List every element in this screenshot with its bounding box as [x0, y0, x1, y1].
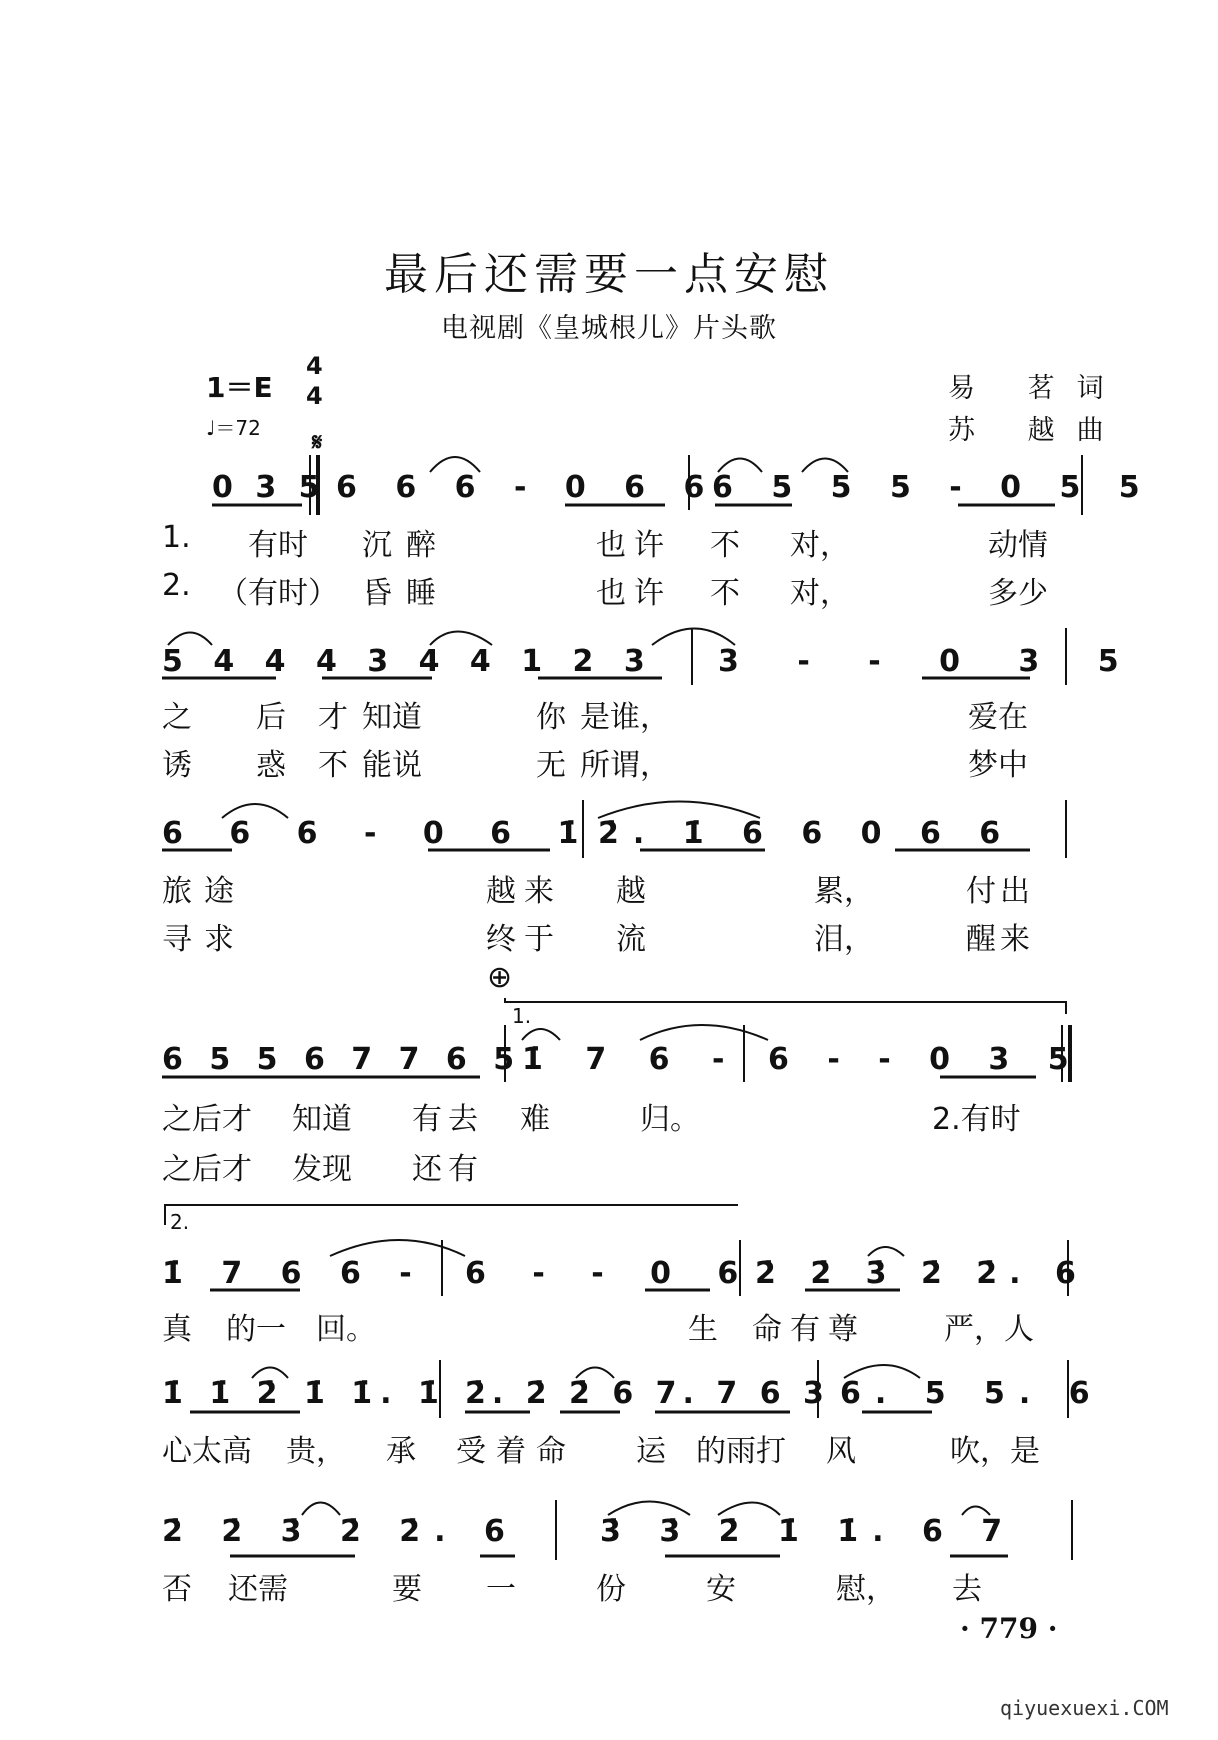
notes-row-5-measure-3: 2̇ 2̇ 3̇ 2̇ 2̇. 6 — [755, 1256, 1088, 1291]
tie — [652, 629, 735, 646]
lyric-r3-v2-4: 醒来 — [966, 922, 1034, 957]
lyric-r4-v1-0: 之后才 — [162, 1102, 252, 1137]
lyric-r1-v1-0: 1. — [162, 520, 191, 555]
volta-bracket-1 — [505, 998, 1066, 1014]
lyric-r5-4: 命有尊 — [752, 1312, 866, 1347]
lyric-r7-6: 慰， — [836, 1572, 896, 1607]
lyric-r2-v1-3: 知道 — [362, 700, 422, 735]
lyric-r6-0: 心太高 — [162, 1434, 252, 1469]
lyric-r4-v2-0: 之后才 — [162, 1152, 252, 1187]
notes-row-6-measure-1: 1̇ 1̇ 2̇ 1̇ 1̇. 1̇ — [162, 1376, 447, 1411]
lyric-r2-v1-5: 是谁， — [580, 700, 670, 735]
lyric-r3-v2-1: 终于 — [486, 922, 562, 957]
lyric-r7-1: 还需 — [228, 1572, 288, 1607]
lyric-r2-v2-4: 无 — [536, 748, 566, 783]
lyric-r6-5: 的雨打 — [696, 1434, 786, 1469]
tie — [522, 1029, 560, 1040]
song-title: 最后还需要一点安慰 — [384, 249, 834, 300]
page-number: · 779 · — [960, 1612, 1058, 1645]
song-subtitle: 电视剧《皇城根儿》片头歌 — [441, 313, 777, 344]
lyric-r1-v1-6: 动情 — [988, 528, 1048, 563]
lyric-r7-0: 否 — [162, 1572, 192, 1607]
time-signature-top: 4 — [306, 352, 323, 380]
tie — [868, 1247, 904, 1256]
lyric-r2-v2-0: 诱 — [162, 748, 192, 783]
notes-row-5-measure-2: 6 - - 0 6 — [465, 1256, 757, 1291]
watermark: qiyuexuexi.COM — [1000, 1696, 1169, 1720]
lyric-r2-v2-1: 惑 — [256, 748, 286, 783]
volta-2-label: 2. — [170, 1210, 190, 1234]
lyric-r1-v2-3: 也许 — [596, 576, 672, 611]
notes-row-2-measure-2: 3 - - 0 3 5 — [718, 644, 1143, 679]
notes-row-7-measure-2: 3̇ 3̇ 2̇ 1̇ 1̇. 6 7 — [600, 1514, 1017, 1549]
notes-row-1-measure-1: 6 6 6 - 0 6 6 — [336, 470, 719, 505]
notes-row-7-measure-1: 2̇ 2̇ 3̇ 2̇ 2̇. 6 — [162, 1514, 519, 1549]
notes-row-6-measure-2: 2̇. 2̇ 2̇ 6 7. 7 6 3 — [465, 1376, 830, 1411]
tie — [640, 1025, 768, 1040]
lyric-r2-v2-3: 能说 — [362, 748, 422, 783]
lyric-r7-3: 一 — [486, 1572, 516, 1607]
lyric-r1-v2-2: 昏睡 — [362, 576, 450, 611]
segno-sign: 𝄋 — [312, 428, 323, 456]
lyric-r3-v1-4: 付出 — [966, 874, 1034, 909]
time-signature-bottom: 4 — [306, 382, 323, 410]
notes-row-6-measure-3: 6. 5 5. 6 — [840, 1376, 1104, 1411]
lyric-r5-5: 严，人 — [944, 1312, 1034, 1347]
lyric-r3-v1-3: 累， — [814, 874, 874, 909]
notes-row-2-measure-1: 5 4 4 4 3 4 4 1 2 3 — [162, 644, 655, 679]
lyric-r4-v1-2: 有去 — [412, 1102, 484, 1137]
lyric-r1-v1-2: 沉醉 — [362, 528, 450, 563]
tempo-marking: ♩＝72 — [206, 416, 261, 440]
lyric-r6-7: 吹，是 — [950, 1434, 1040, 1469]
notes-row-3-measure-2: 2̇. 1̇ 6 6 0 6 6 — [598, 816, 1015, 851]
lyric-r5-3: 生 — [688, 1312, 718, 1347]
lyric-r2-v2-2: 不 — [318, 748, 348, 783]
lyric-r6-4: 运 — [636, 1434, 666, 1469]
notes-row-4-measure-1: 6 5 5 6 7 7 6 5 — [162, 1042, 523, 1077]
lyric-r2-v1-0: 之 — [162, 700, 192, 735]
lyric-r3-v2-0: 寻求 — [162, 922, 246, 957]
lyric-r7-7: 去 — [952, 1572, 982, 1607]
lyric-r3-v1-2: 越 — [616, 874, 646, 909]
lyric-r6-2: 承 — [386, 1434, 416, 1469]
lyric-r4-v2-1: 发现 — [292, 1152, 352, 1187]
volta-1-label: 1. — [512, 1004, 532, 1028]
lyric-r2-v1-6: 爱在 — [968, 700, 1028, 735]
lyric-r2-v2-6: 梦中 — [968, 748, 1028, 783]
key-signature: 1＝E — [206, 371, 273, 404]
lyric-r4-v1-4: 归。 — [640, 1102, 700, 1137]
coda-sign: ⊕ — [487, 960, 513, 995]
lyric-r4-v1-1: 知道 — [292, 1102, 352, 1137]
lyric-r5-0: 真 — [162, 1312, 192, 1347]
lyric-r2-v2-5: 所谓， — [580, 748, 670, 783]
lyric-r1-v1-4: 不 — [710, 528, 740, 563]
lyric-r4-v2-2: 还有 — [412, 1152, 484, 1187]
lyric-r5-1: 的一 — [226, 1312, 286, 1347]
volta-bracket-2 — [165, 1205, 738, 1225]
notes-row-5-measure-1: 1̇ 7 6 6 - — [162, 1256, 426, 1291]
lyricist-credit: 易 茗词 — [948, 373, 1126, 404]
notes-row-3-measure-1: 6 6 6 - 0 6 1̇ — [162, 816, 597, 851]
lyric-r4-v1-5: 2.有时 — [932, 1102, 1021, 1137]
tie — [330, 1240, 465, 1256]
notes-row-1-pickup: 0 3 5 — [212, 470, 326, 505]
lyric-r3-v2-3: 泪， — [814, 922, 874, 957]
lyric-r1-v1-5: 对， — [790, 528, 850, 563]
lyric-r1-v2-5: 对， — [790, 576, 850, 611]
lyric-r1-v2-1: （有时） — [218, 576, 338, 611]
lyric-r1-v2-0: 2. — [162, 568, 191, 603]
lyric-r1-v1-1: 有时 — [248, 528, 308, 563]
lyric-r6-3: 受着命 — [456, 1434, 576, 1469]
lyric-r6-1: 贵， — [286, 1434, 346, 1469]
lyric-r6-6: 风 — [826, 1434, 856, 1469]
lyric-r7-5: 安 — [706, 1572, 736, 1607]
tie — [430, 632, 492, 646]
lyric-r3-v2-2: 流 — [616, 922, 646, 957]
lyric-r4-v1-3: 难 — [520, 1102, 550, 1137]
tie — [608, 1502, 690, 1516]
lyric-r2-v1-2: 才 — [318, 700, 348, 735]
lyric-r2-v1-1: 后 — [256, 700, 286, 735]
composer-credit: 苏 越曲 — [948, 415, 1126, 446]
lyric-r2-v1-4: 你 — [536, 700, 566, 735]
notes-row-1-measure-2: 6 5 5 5 - 0 5 5 — [712, 470, 1154, 505]
lyric-r7-2: 要 — [392, 1572, 422, 1607]
lyric-r5-2: 回。 — [316, 1312, 376, 1347]
lyric-r1-v1-3: 也许 — [596, 528, 672, 563]
notes-row-4-measure-2: 1̇ 7 6 - — [522, 1042, 741, 1077]
lyric-r3-v1-1: 越来 — [486, 874, 562, 909]
lyric-r3-v1-0: 旅途 — [162, 874, 246, 909]
notes-row-4-measure-3: 6 - - 0 3 5 — [768, 1042, 1083, 1077]
lyric-r7-4: 份 — [596, 1572, 626, 1607]
lyric-r1-v2-6: 多少 — [988, 576, 1048, 611]
lyric-r1-v2-4: 不 — [710, 576, 740, 611]
